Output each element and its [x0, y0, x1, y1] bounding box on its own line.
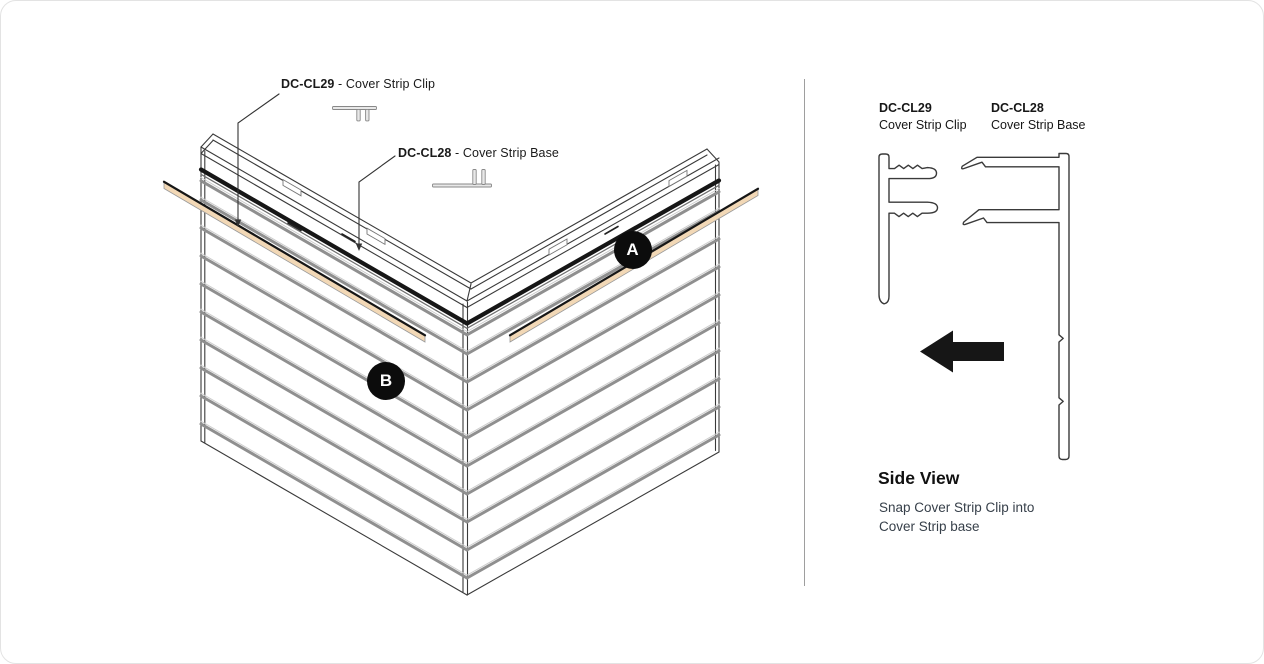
- leader-line-base: [359, 156, 395, 245]
- snap-direction-arrow-icon: [920, 331, 1004, 373]
- callout-cover-strip-base: [398, 146, 559, 160]
- marker-b-badge: [367, 362, 405, 400]
- callout-base-code: DC-CL28: [398, 146, 452, 160]
- clip-slot: [367, 228, 385, 244]
- cover-strip-left: [164, 181, 425, 342]
- base-profile-drawing: [962, 154, 1069, 460]
- side-view-heading: Side View: [878, 468, 960, 488]
- clip-glyph-icon: [333, 107, 377, 121]
- callout-cover-strip-clip: [281, 77, 435, 91]
- clip-slot: [283, 180, 301, 196]
- profile-label-clip: [879, 101, 967, 132]
- arrowhead-icon: [356, 244, 362, 252]
- description-line-2: Cover Strip base: [879, 518, 980, 534]
- leader-lines: [238, 94, 395, 245]
- clip-profile-drawing: [879, 154, 938, 304]
- side-view-description: [879, 499, 1034, 536]
- profile-clip-name: Cover Strip Clip: [879, 118, 967, 132]
- corner-wall-drawing: [164, 94, 758, 595]
- marker-b-letter: B: [379, 371, 393, 390]
- profile-label-base: [991, 101, 1085, 132]
- base-glyph-icon: [433, 170, 492, 188]
- description-line-1: Snap Cover Strip Clip into: [879, 500, 1035, 515]
- side-view-drawing: [879, 154, 1069, 460]
- marker-a-badge: [614, 231, 652, 269]
- profile-clip-code: DC-CL29: [879, 101, 932, 115]
- callout-base-suffix: - Cover Strip Base: [451, 146, 559, 160]
- callout-clip-suffix: - Cover Strip Clip: [334, 77, 436, 91]
- callout-clip-code: DC-CL29: [281, 77, 335, 91]
- profile-base-code: DC-CL28: [991, 101, 1044, 115]
- marker-a-letter: A: [626, 240, 639, 259]
- profile-base-name: Cover Strip Base: [991, 118, 1086, 132]
